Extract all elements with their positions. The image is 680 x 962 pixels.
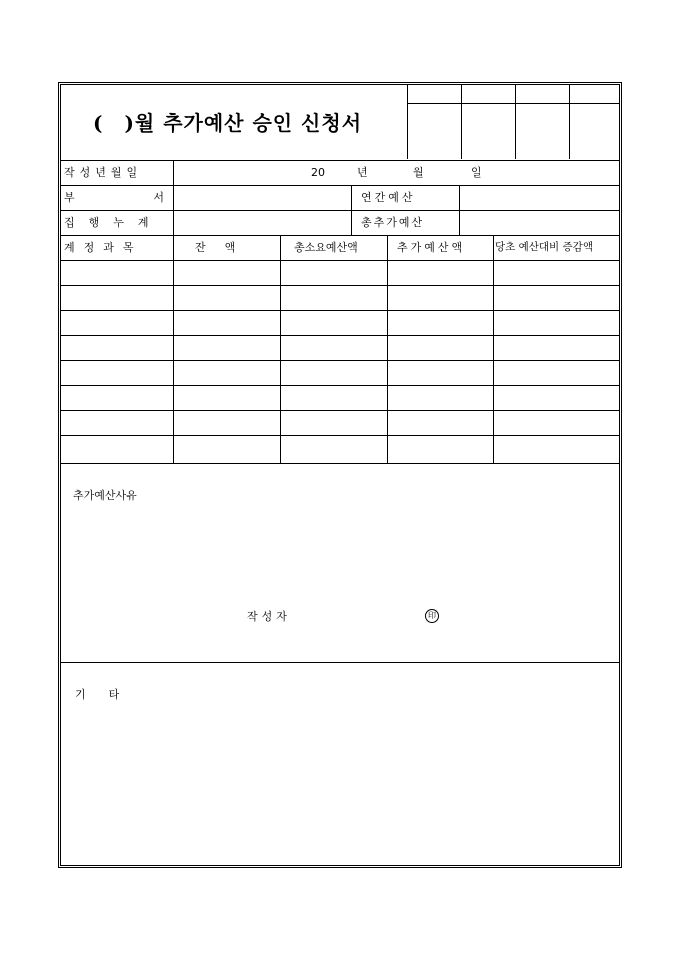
approval-box-1[interactable] [408, 104, 461, 159]
approval-box-4[interactable] [570, 104, 619, 159]
date-year-prefix: 20 [311, 166, 325, 179]
date-year: 년 [357, 166, 368, 179]
approval-box-2[interactable] [462, 104, 515, 159]
date-input[interactable] [174, 161, 619, 185]
writer-label: 작성자 [247, 610, 291, 623]
col-header-total-required: 총소요예산액 [294, 241, 358, 254]
approval-box-3[interactable] [516, 104, 569, 159]
dept-input[interactable] [174, 186, 351, 210]
other-textarea[interactable] [61, 705, 619, 863]
form-title: ( )월 추가예산 승인 신청서 [93, 111, 363, 135]
reason-label: 추가예산사유 [73, 489, 137, 502]
table-row[interactable] [61, 411, 619, 436]
exec-total-input[interactable] [174, 211, 351, 235]
budget-approval-form [58, 82, 622, 868]
exec-total-label: 집행누계 [64, 216, 163, 229]
annual-budget-label: 연간예산 [361, 191, 416, 204]
col-header-account: 계정과목 [64, 241, 143, 254]
writer-input[interactable] [301, 605, 421, 627]
table-row[interactable] [61, 386, 619, 411]
reason-textarea[interactable] [61, 505, 619, 655]
table-row[interactable] [61, 336, 619, 361]
table-row[interactable] [61, 311, 619, 336]
total-add-label: 총추가예산 [361, 216, 425, 229]
table-row[interactable] [61, 361, 619, 386]
annual-budget-input[interactable] [460, 186, 619, 210]
other-label: 기 타 [75, 688, 126, 701]
col-header-balance: 잔 액 [195, 241, 240, 254]
col-header-change: 당초 예산대비 증감액 [495, 241, 593, 253]
date-day: 일 [471, 166, 482, 179]
col-header-additional: 추가예산액 [397, 241, 466, 254]
table-row[interactable] [61, 436, 619, 463]
total-add-input[interactable] [460, 211, 619, 235]
seal-icon: 印 [425, 609, 439, 623]
table-row[interactable] [61, 286, 619, 311]
date-month: 월 [413, 166, 424, 179]
dept-label: 부 서 [64, 191, 164, 204]
table-row[interactable] [61, 261, 619, 286]
date-label: 작성년월일 [64, 166, 143, 179]
